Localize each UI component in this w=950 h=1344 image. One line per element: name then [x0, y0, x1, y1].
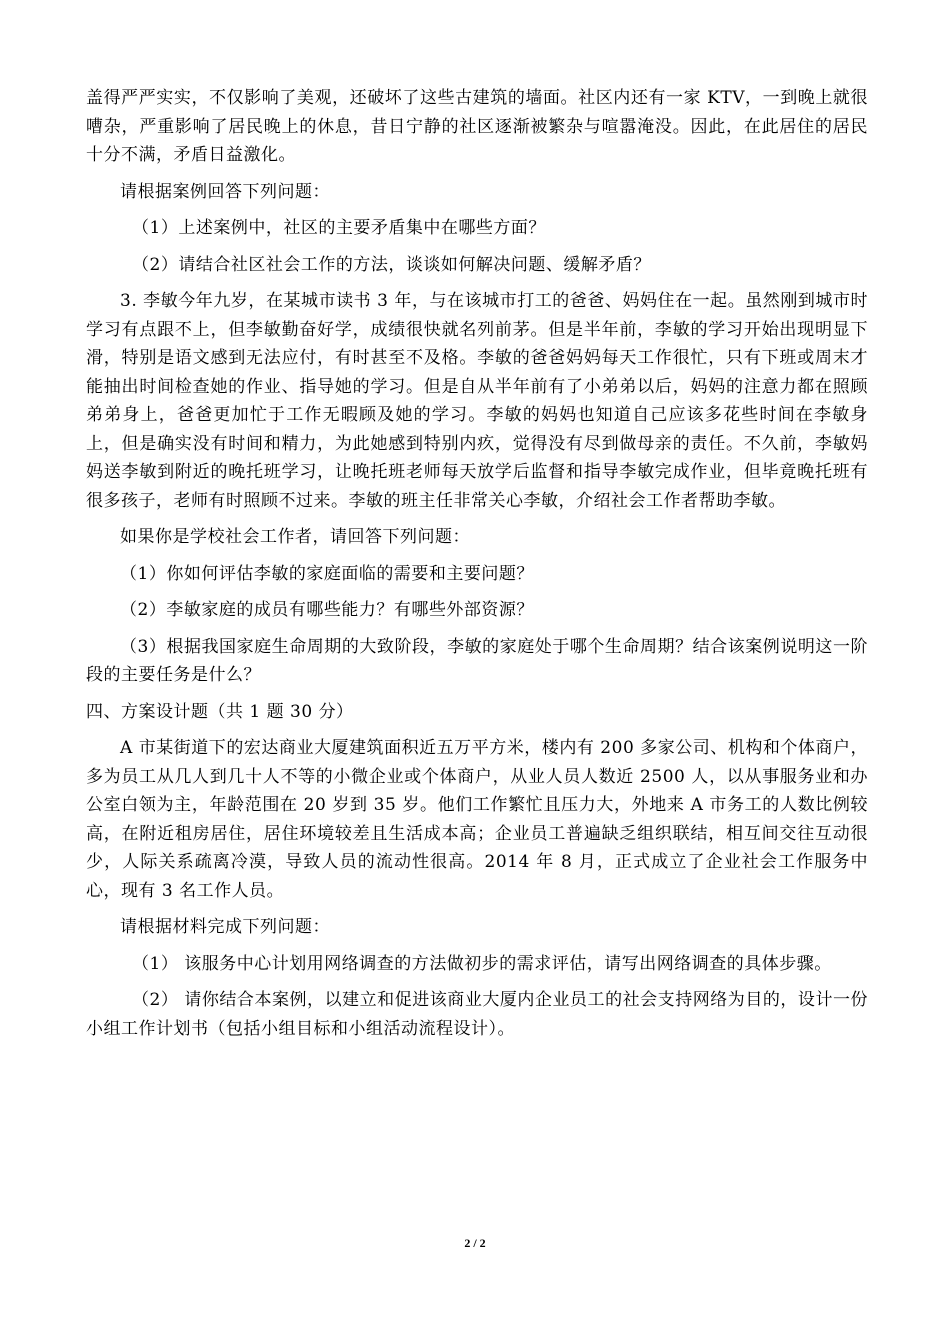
- paragraph-case2-question-2: （2）请结合社区社会工作的方法，谈谈如何解决问题、缓解矛盾？: [132, 254, 651, 275]
- paragraph-case3-question-1: （1）你如何评估李敏的家庭面临的需要和主要问题？: [120, 563, 534, 584]
- paragraph-plan-instruction: 请根据材料完成下列问题：: [120, 917, 330, 937]
- paragraph-case2-continuation: 盖得严严实实，不仅影响了美观，还破坏了这些古建筑的墙面。社区内还有一家 KTV，一到晚上就很嘈杂，严重影响了居民晚上的休息，昔日宁静的社区逐渐被繁杂与喧嚣淹没。因此，在此居住的居民十分不满，矛盾日益激化。: [86, 88, 868, 165]
- page-number: 2 / 2: [464, 1236, 486, 1250]
- paragraph-plan-question-2: （2） 请你结合本案例，以建立和促进该商业大厦内企业员工的社会支持网络为目的，设计一份小组工作计划书（包括小组目标和小组活动流程设计）。: [86, 990, 868, 1039]
- paragraph-case3-question-2: （2）李敏家庭的成员有哪些能力？有哪些外部资源？: [120, 600, 534, 620]
- paragraph-case3-instruction: 如果你是学校社会工作者，请回答下列问题：: [120, 527, 470, 547]
- paragraph-plan-case-body: A 市某街道下的宏达商业大厦建筑面积近五万平方米，楼内有 200 多家公司、机构和个体商户，多为员工从几人到几十人不等的小微企业或个体商户，从业人员人数近 2500 人，以从事服务业和办公室白领为主，年龄范围在 20 岁到 35 岁。他们工作繁忙且压力大，外地来 A 市务工的人数比例较高，在附近租房居住，居住环境较差且生活成本高；企业员工普遍缺乏组织联结，相互间交往互动很少，人际关系疏离冷漠，导致人员的流动性很高。2014 年 8 月，正式成立了企业社会工作服务中心，现有 3 名工作人员。: [86, 738, 868, 901]
- section-heading-plan-design: 四、方案设计题（共 1 题 30 分）: [86, 701, 354, 722]
- document-page: [86, 84, 868, 1043]
- paragraph-case3-question-3: （3）根据我国家庭生命周期的大致阶段，李敏的家庭处于哪个生命周期？结合该案例说明这一阶段的主要任务是什么？: [86, 636, 868, 685]
- paragraph-case2-instruction: 请根据案例回答下列问题：: [120, 181, 330, 202]
- paragraph-case2-question-1: （1）上述案例中，社区的主要矛盾集中在哪些方面？: [132, 218, 546, 238]
- paragraph-case3-body: 3. 李敏今年九岁，在某城市读书 3 年，与在该城市打工的爸爸、妈妈住在一起。虽然刚到城市时学习有点跟不上，但李敏勤奋好学，成绩很快就名列前茅。但是半年前，李敏的学习开始出现明显下滑，特别是语文感到无法应付，有时甚至不及格。李敏的爸爸妈妈每天工作很忙，只有下班或周末才能抽出时间检查她的作业、指导她的学习。但是自从半年前有了小弟弟以后，妈妈的注意力都在照顾弟弟身上，爸爸更加忙于工作无暇顾及她的学习。李敏的妈妈也知道自己应该多花些时间在李敏身上，但是确实没有时间和精力，为此她感到特别内疚，觉得没有尽到做母亲的责任。不久前，李敏妈妈送李敏到附近的晚托班学习，让晚托班老师每天放学后监督和指导李敏完成作业，但毕竟晚托班有很多孩子，老师有时照顾不过来。李敏的班主任非常关心李敏，介绍社会工作者帮助李敏。: [86, 291, 868, 511]
- paragraph-plan-question-1: （1） 该服务中心计划用网络调查的方法做初步的需求评估，请写出网络调查的具体步骤。: [132, 953, 832, 974]
